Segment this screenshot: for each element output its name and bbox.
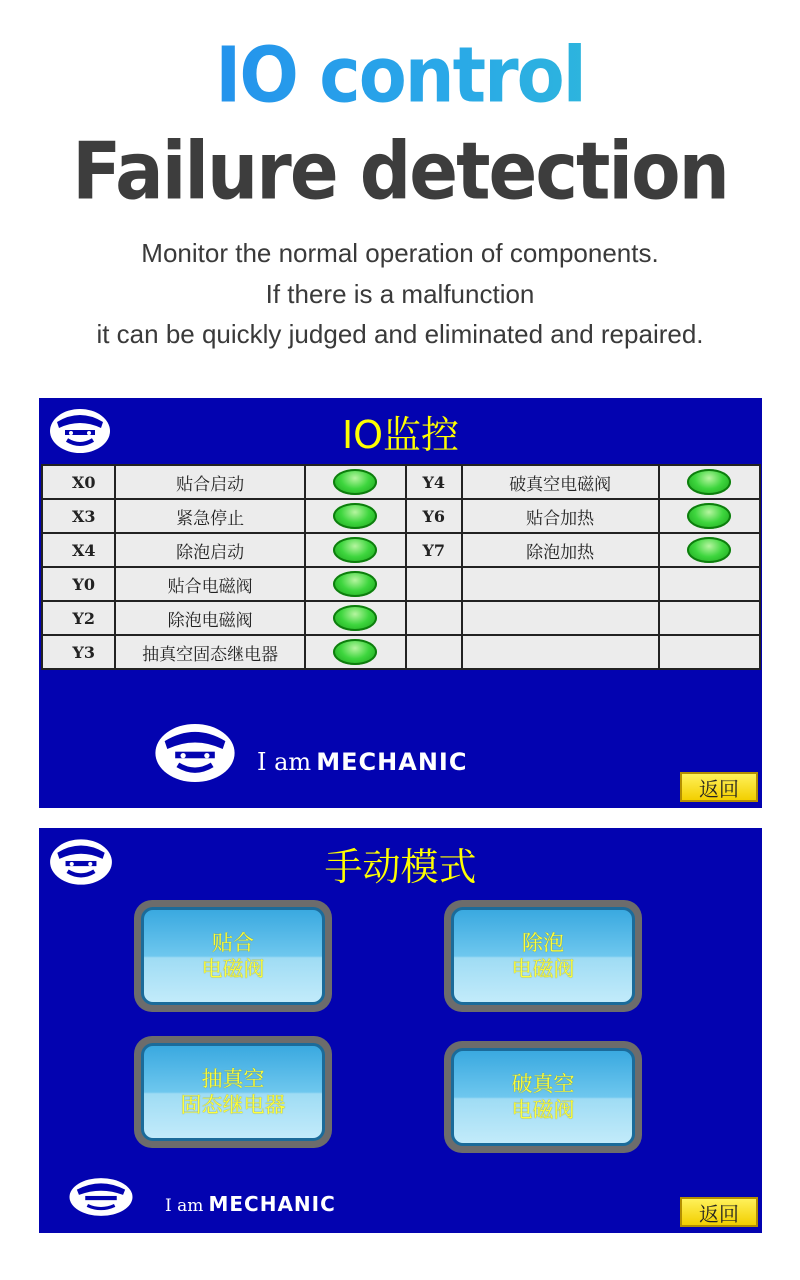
hero-title-failure-detection: Failure detection bbox=[72, 124, 728, 218]
io-name: 除泡启动 bbox=[115, 533, 304, 567]
hero-description-line1: Monitor the normal operation of components. bbox=[141, 238, 659, 268]
io-name: 破真空电磁阀 bbox=[462, 465, 659, 499]
io-code: Y0 bbox=[42, 567, 115, 601]
brand-slogan bbox=[257, 748, 467, 776]
io-code bbox=[406, 567, 462, 601]
brand-mechanic: MECHANIC bbox=[316, 748, 468, 776]
hero-title-io-control: IO control bbox=[0, 28, 800, 123]
led-indicator-icon bbox=[687, 503, 731, 529]
back-button[interactable]: 返回 bbox=[680, 772, 758, 802]
table-row bbox=[42, 567, 760, 601]
io-name: 紧急停止 bbox=[115, 499, 304, 533]
empty-cell bbox=[659, 635, 760, 669]
io-code: X4 bbox=[42, 533, 115, 567]
hero-description-line2: If there is a malfunction bbox=[265, 279, 535, 309]
table-row bbox=[42, 465, 760, 499]
led-indicator-icon bbox=[333, 503, 377, 529]
button-label-line1: 贴合 bbox=[212, 931, 254, 955]
io-name bbox=[462, 567, 659, 601]
button-label-line1: 除泡 bbox=[522, 931, 564, 955]
io-name bbox=[462, 601, 659, 635]
io-code: Y3 bbox=[42, 635, 115, 669]
io-code: Y4 bbox=[406, 465, 462, 499]
table-row bbox=[42, 601, 760, 635]
io-code: X3 bbox=[42, 499, 115, 533]
io-name: 除泡电磁阀 bbox=[115, 601, 304, 635]
button-label-line2: 固态继电器 bbox=[180, 1093, 286, 1117]
mechanic-mascot-icon bbox=[151, 720, 239, 786]
empty-cell bbox=[659, 567, 760, 601]
io-name: 贴合启动 bbox=[115, 465, 304, 499]
led-indicator-icon bbox=[333, 537, 377, 563]
manual-mode-title: 手动模式 bbox=[324, 845, 477, 889]
led-indicator-icon bbox=[333, 571, 377, 597]
brand-iam: I am bbox=[165, 1196, 204, 1216]
io-code: X0 bbox=[42, 465, 115, 499]
io-monitor-panel bbox=[39, 398, 762, 808]
manual-mode-panel bbox=[39, 828, 762, 1233]
debubble-solenoid-valve-button[interactable] bbox=[444, 900, 642, 1012]
led-indicator-icon bbox=[333, 605, 377, 631]
break-vacuum-valve-button[interactable] bbox=[444, 1041, 642, 1153]
brand-slogan bbox=[165, 1192, 336, 1216]
io-code: Y6 bbox=[406, 499, 462, 533]
io-status-table bbox=[41, 464, 761, 670]
io-name: 除泡加热 bbox=[462, 533, 659, 567]
button-label-line1: 破真空 bbox=[511, 1072, 575, 1096]
button-label-line2: 电磁阀 bbox=[511, 957, 575, 981]
mechanic-mascot-icon bbox=[61, 1176, 141, 1218]
stick-solenoid-valve-button[interactable] bbox=[134, 900, 332, 1012]
brand-mechanic: MECHANIC bbox=[208, 1192, 336, 1216]
led-indicator-icon bbox=[333, 639, 377, 665]
led-indicator-icon bbox=[687, 469, 731, 495]
io-name bbox=[462, 635, 659, 669]
io-name: 抽真空固态继电器 bbox=[115, 635, 304, 669]
button-label-line2: 电磁阀 bbox=[201, 957, 265, 981]
led-indicator-icon bbox=[333, 469, 377, 495]
button-label-line2: 电磁阀 bbox=[511, 1098, 575, 1122]
io-code: Y7 bbox=[406, 533, 462, 567]
button-label-line1: 抽真空 bbox=[201, 1067, 265, 1091]
io-name: 贴合电磁阀 bbox=[115, 567, 304, 601]
empty-cell bbox=[659, 601, 760, 635]
table-row bbox=[42, 635, 760, 669]
io-monitor-title: IO监控 bbox=[341, 413, 460, 457]
vacuum-ssr-button[interactable] bbox=[134, 1036, 332, 1148]
hero-description-line3: it can be quickly judged and eliminated and repaired. bbox=[96, 319, 704, 349]
io-code bbox=[406, 635, 462, 669]
table-row bbox=[42, 533, 760, 567]
io-code bbox=[406, 601, 462, 635]
back-button[interactable]: 返回 bbox=[680, 1197, 758, 1227]
brand-iam: I am bbox=[257, 748, 312, 776]
table-row bbox=[42, 499, 760, 533]
io-name: 贴合加热 bbox=[462, 499, 659, 533]
led-indicator-icon bbox=[687, 537, 731, 563]
io-code: Y2 bbox=[42, 601, 115, 635]
